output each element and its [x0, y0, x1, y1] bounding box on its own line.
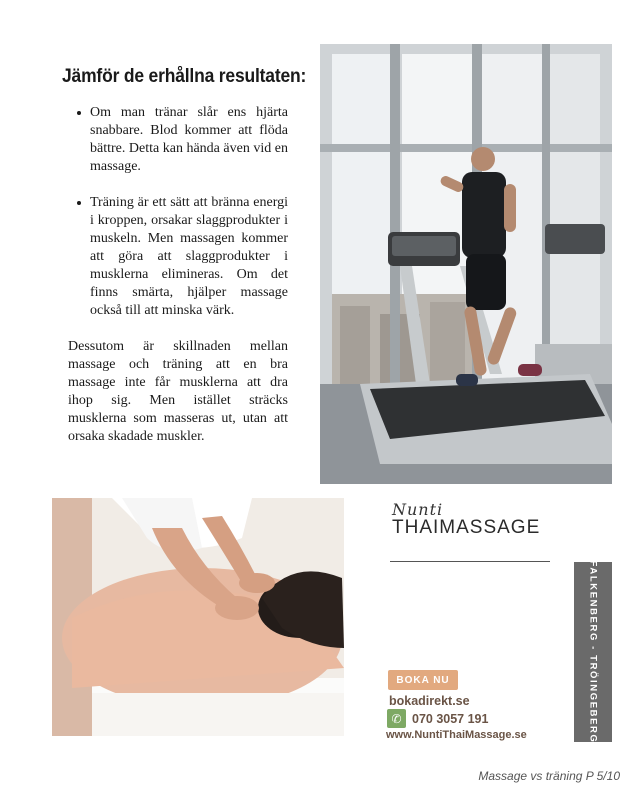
bullet-list — [68, 104, 288, 320]
page-heading: Jämför de erhållna resultaten: — [62, 66, 307, 87]
location-bar — [574, 562, 612, 742]
logo-script: Nunti — [392, 500, 444, 519]
website-link[interactable]: www.NuntiThaiMassage.se — [386, 729, 527, 741]
phone-number[interactable]: 070 3057 191 — [412, 711, 489, 726]
bullet-item: Om man tränar slår ens hjärta snabbare. Blod kommer att flöda bättre. Detta kan hända även vid en massage. — [68, 104, 288, 176]
logo-wordmark: THAIMASSAGE — [392, 517, 541, 538]
book-now-button[interactable]: BOKA NU — [388, 670, 458, 690]
article-text — [68, 104, 288, 446]
treadmill-photo — [320, 44, 612, 484]
page-footer: Massage vs träning P 5/10 — [478, 769, 620, 783]
location-label: FALKENBERG - TRÖINGEBERG — [587, 560, 599, 744]
bullet-item: Träning är ett sätt att bränna energi i kroppen, orsakar slaggprodukter i muskeln. Men massagen kommer att göra att slaggprodukter i musklerna elimineras. Om det finns smärta, hjälper massage också till att minska värk. — [68, 194, 288, 320]
booking-site-link[interactable]: bokadirekt.se — [389, 694, 470, 708]
phone-row — [387, 709, 488, 728]
phone-icon: ✆ — [387, 709, 406, 728]
massage-photo — [52, 498, 344, 736]
summary-paragraph: Dessutom är skillnaden mellan massage och träning att en bra massage inte får musklerna att dra ihop sig. Men istället sträcks musklerna som masseras ut, utan att orsaka skadade muskler. — [68, 339, 288, 444]
logo-divider — [390, 561, 550, 562]
brand-logo — [392, 500, 552, 539]
